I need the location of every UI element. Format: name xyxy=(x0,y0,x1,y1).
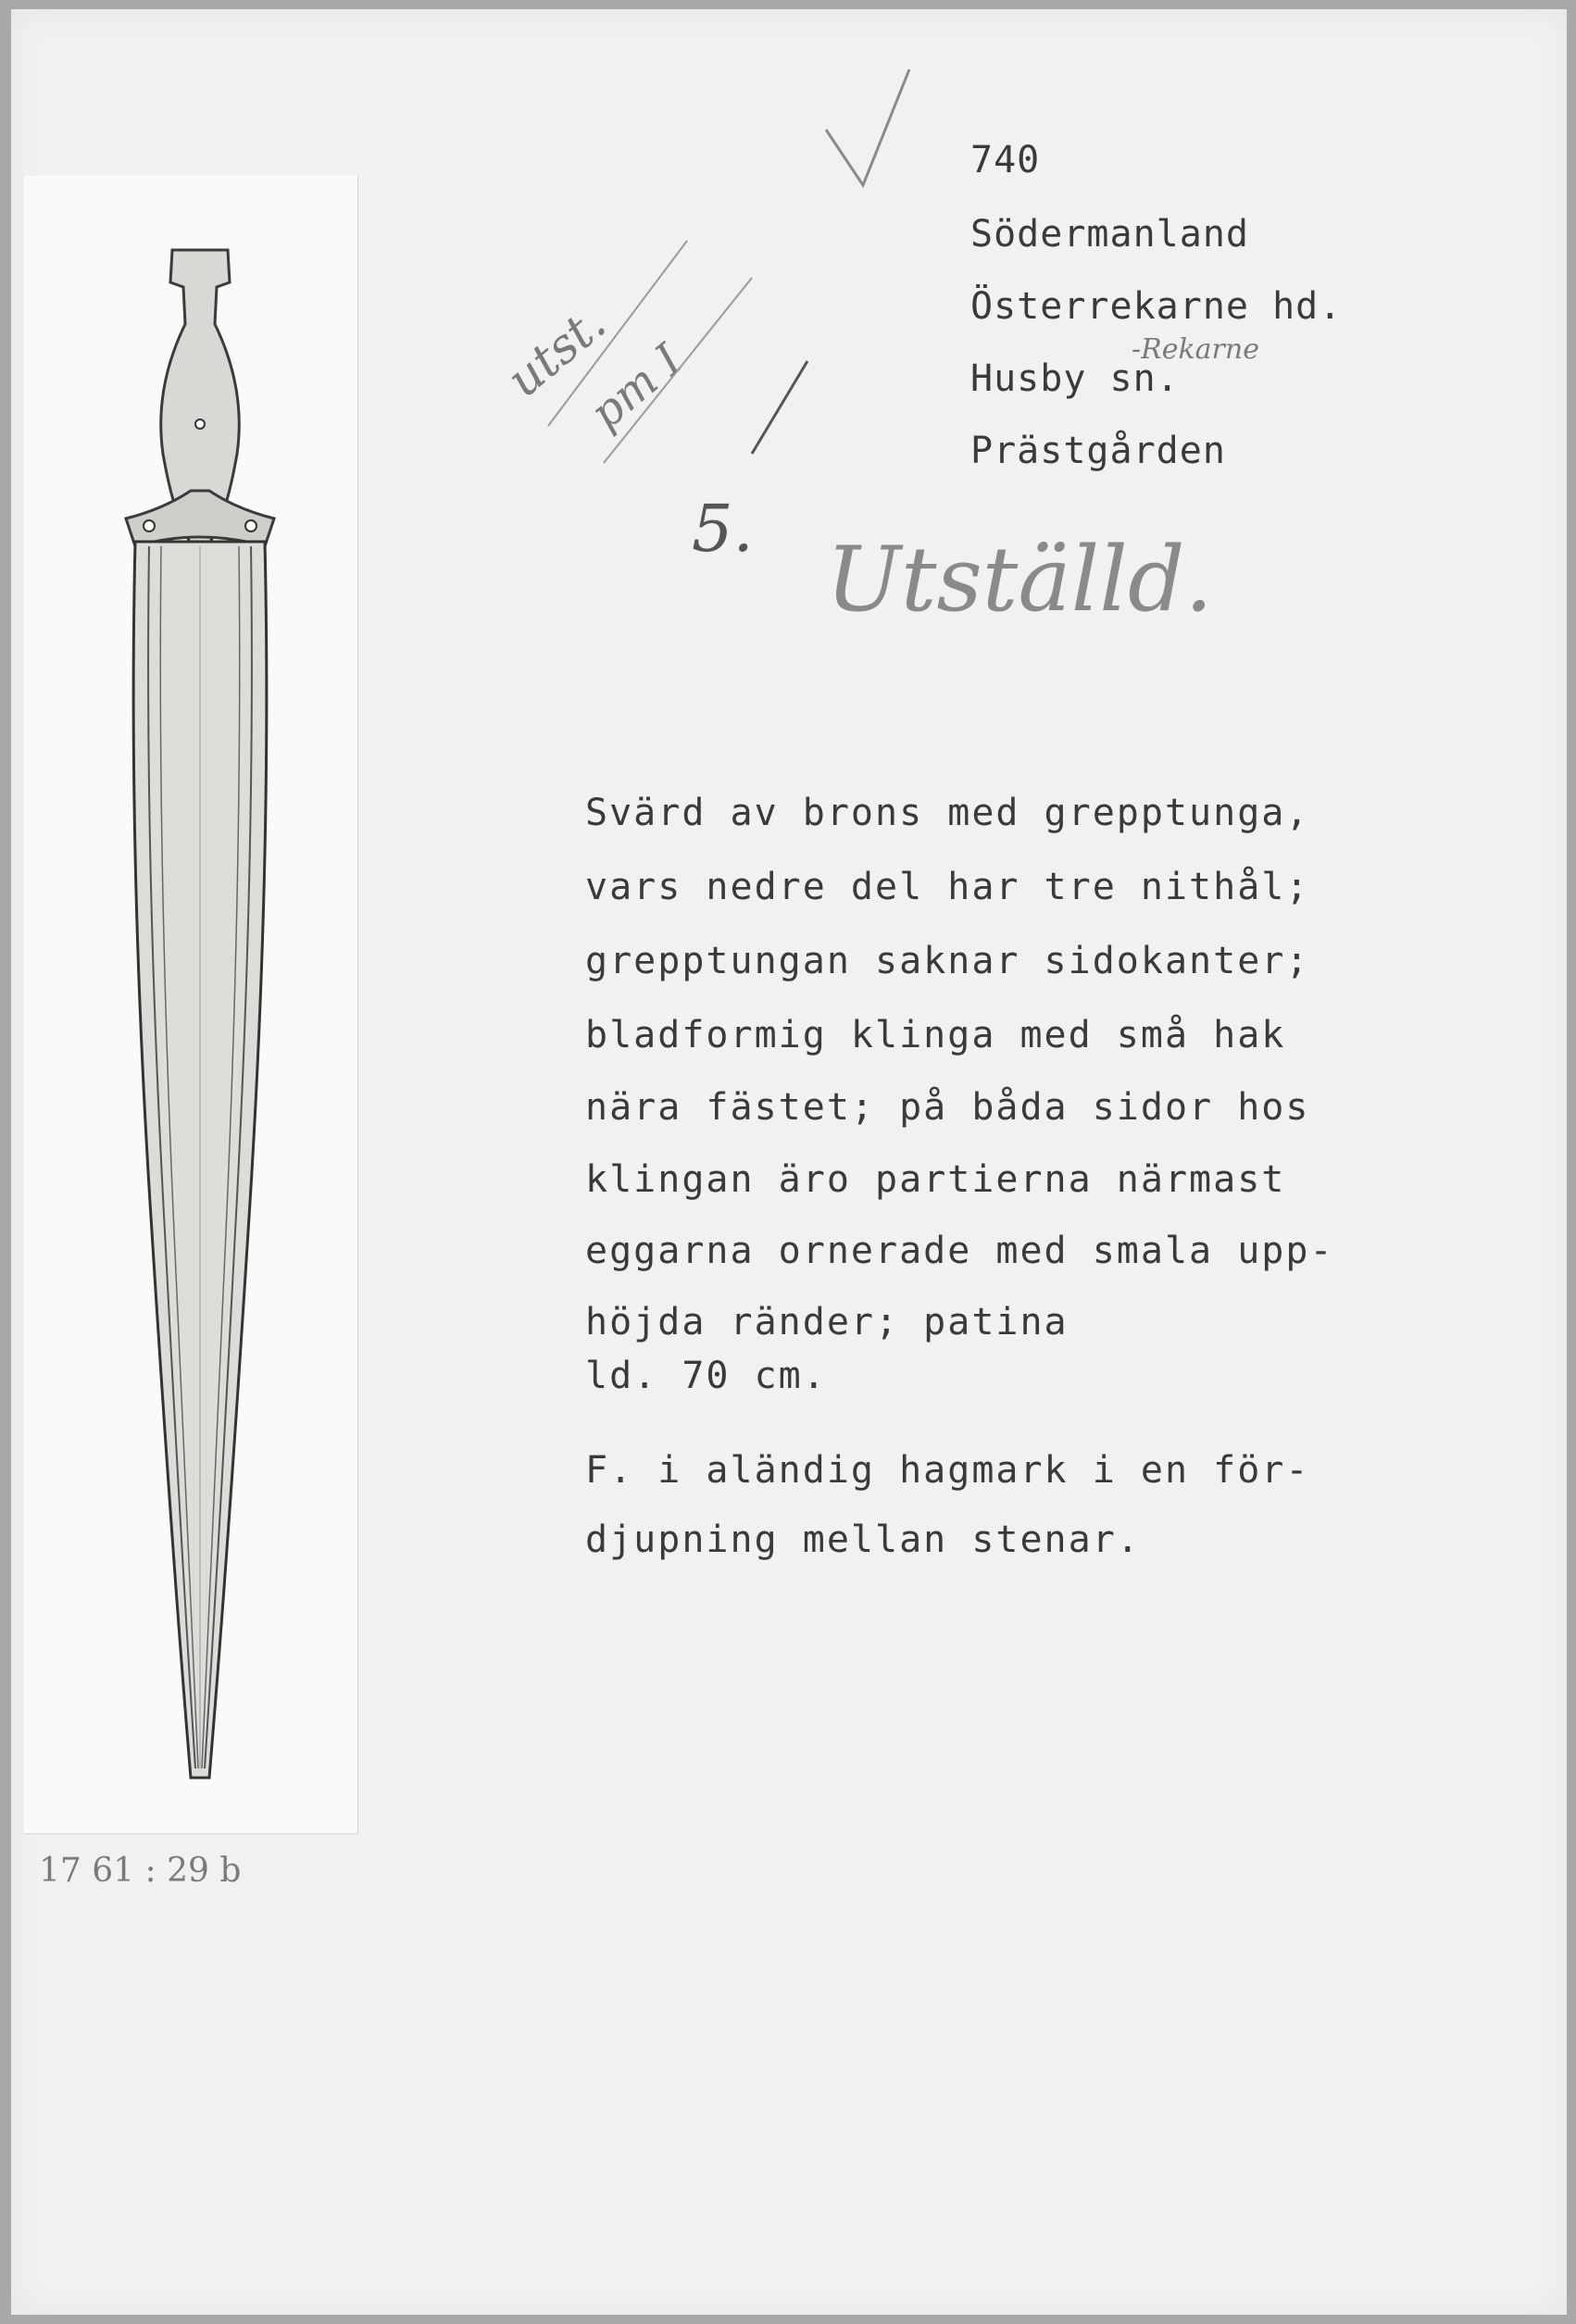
findspot-line: F. i aländig hagmark i en för- xyxy=(585,1449,1310,1492)
province: Södermanland xyxy=(970,213,1249,256)
description-line: grepptungan saknar sidokanter; xyxy=(585,940,1310,982)
farm: Prästgården xyxy=(970,430,1226,472)
handwritten-strokes xyxy=(530,222,826,481)
check-mark-icon xyxy=(817,65,919,194)
catalog-card xyxy=(11,9,1567,2315)
description-line: klingan äro partierna närmast xyxy=(585,1158,1286,1201)
inventory-number: 17 61 : 29 b xyxy=(39,1852,242,1890)
parish: Husby sn. xyxy=(970,357,1180,400)
description-line: eggarna ornerade med smala upp- xyxy=(585,1230,1334,1272)
description-line: ld. 70 cm. xyxy=(585,1355,827,1397)
handwritten-margin-note-1: utst. xyxy=(496,294,617,409)
description-line: höjda ränder; patina xyxy=(585,1301,1069,1343)
bronze-sword-drawing xyxy=(107,213,293,1787)
handwritten-margin-note-2: pm I xyxy=(580,334,693,440)
handwritten-number: 5. xyxy=(692,491,754,567)
description-line: bladformig klinga med små hak xyxy=(585,1014,1286,1056)
district: Österrekarne hd. xyxy=(970,285,1343,328)
handwritten-main-note: Utställd. xyxy=(826,528,1213,631)
catalog-number: 740 xyxy=(970,139,1041,181)
description-line: nära fästet; på båda sidor hos xyxy=(585,1086,1310,1129)
description-line: vars nedre del har tre nithål; xyxy=(585,866,1310,908)
handwritten-insertion: -Rekarne xyxy=(1132,333,1259,366)
description-line: Svärd av brons med grepptunga, xyxy=(585,792,1310,834)
sword-image-panel xyxy=(24,176,358,1834)
findspot-line: djupning mellan stenar. xyxy=(585,1518,1141,1561)
